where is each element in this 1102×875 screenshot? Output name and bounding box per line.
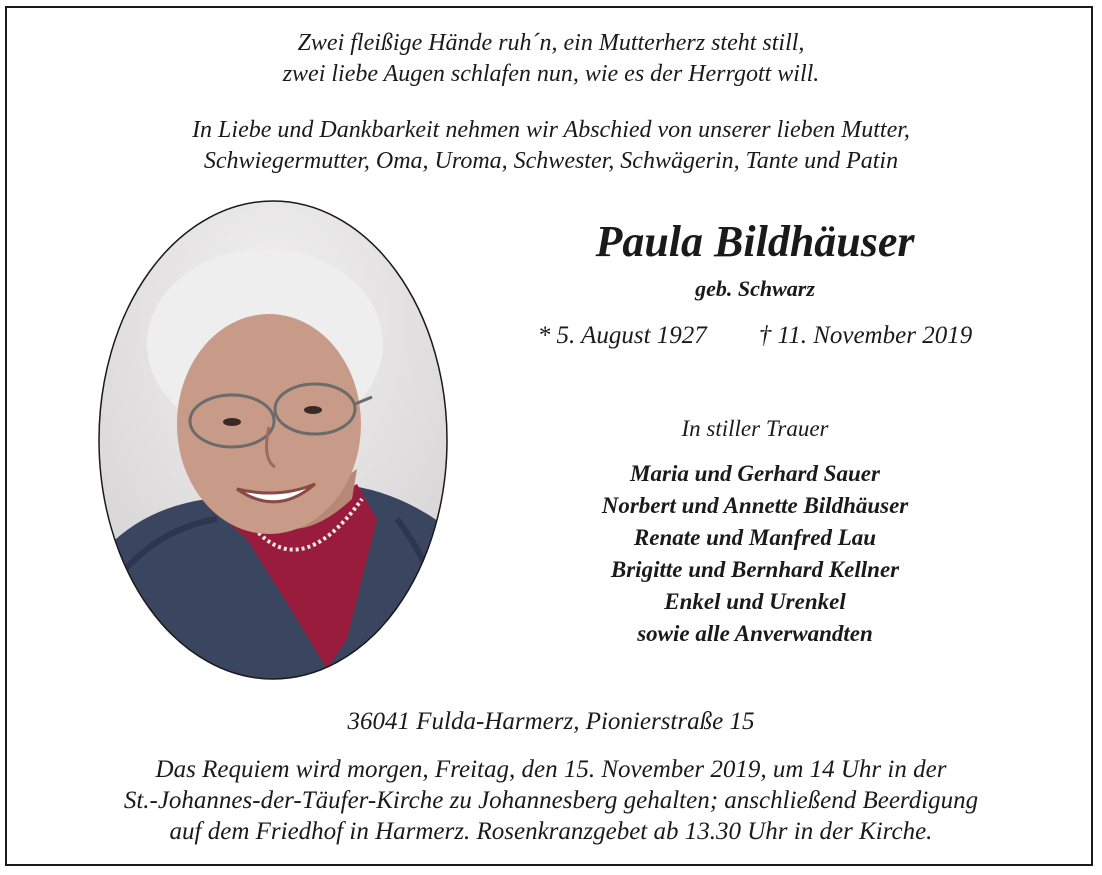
poem-line-2: zwei liebe Augen schlafen nun, wie es der Herrgott will. [282, 61, 820, 87]
requiem-line-1: Das Requiem wird morgen, Freitag, den 15. November 2019, um 14 Uhr in der [155, 756, 947, 783]
requiem-line-3: auf dem Friedhof in Harmerz. Rosenkranzgebet ab 13.30 Uhr in der Kirche. [169, 818, 933, 845]
birth-date: * 5. August 1927 [537, 322, 707, 349]
maiden-name: geb. Schwarz [695, 276, 815, 301]
mourner-name: Brigitte und Bernhard Kellner [610, 557, 900, 582]
mourner-name: sowie alle Anverwandten [637, 621, 873, 646]
mourner-name: Enkel und Urenkel [664, 589, 846, 614]
mourner-name: Maria und Gerhard Sauer [630, 461, 880, 486]
intro-line-2: Schwiegermutter, Oma, Uroma, Schwester, Schwägerin, Tante und Patin [203, 148, 899, 174]
poem-line-1: Zwei fleißige Hände ruh´n, ein Mutterherz steht still, [297, 30, 805, 56]
deceased-name: Paula Bildhäuser [595, 217, 915, 266]
portrait-photo [97, 199, 449, 681]
mourner-name: Renate und Manfred Lau [633, 525, 877, 550]
mourning-title: In stiller Trauer [681, 416, 829, 441]
mourner-name: Norbert und Annette Bildhäuser [601, 493, 909, 518]
requiem-line-2: St.-Johannes-der-Täufer-Kirche zu Johannesberg gehalten; anschließend Beerdigung [123, 787, 979, 814]
intro-line-1: In Liebe und Dankbarkeit nehmen wir Abschied von unserer lieben Mutter, [192, 117, 910, 143]
family-address: 36041 Fulda-Harmerz, Pionierstraße 15 [347, 708, 755, 735]
death-date: † 11. November 2019 [758, 322, 973, 349]
life-dates [500, 322, 1010, 350]
